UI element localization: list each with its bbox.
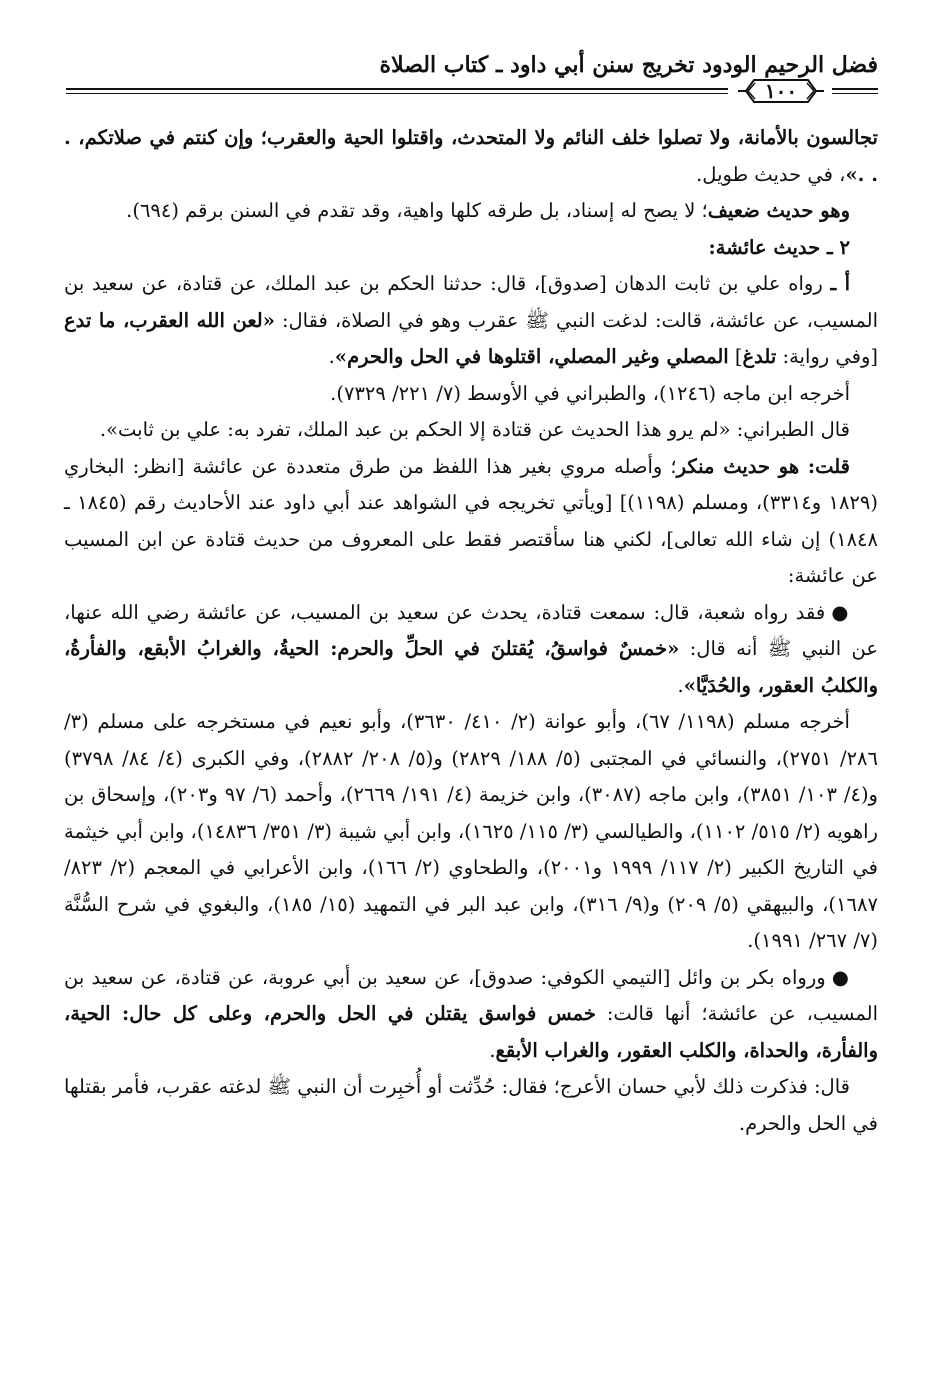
paragraph-text: ؛ لا يصح له إسناد، بل طرقه كلها واهية، وقد تقدم في السنن برقم (٦٩٤). bbox=[126, 199, 708, 222]
paragraph-text: فقد رواه شعبة، قال: سمعت قتادة، يحدث عن سعيد بن المسيب، عن عائشة رضي الله عنها، عن النبي ﷺ أنه قال: bbox=[64, 600, 878, 660]
paragraph-text: رواه علي بن ثابت الدهان [صدوق]، قال: حدثنا الحكم بن عبد الملك، عن قتادة، عن سعيد بن المسيب، عن عائشة، قالت: لدغت النبي ﷺ عقرب وهو في الصلاة، فقال: bbox=[64, 272, 878, 332]
page-number: ١٠٠ bbox=[764, 79, 798, 103]
paragraph: أخرجه ابن ماجه (١٢٤٦)، والطبراني في الأوسط (٧/ ٢٢١/ ٧٣٢٩). bbox=[330, 381, 850, 405]
paragraph-text: ] bbox=[728, 345, 743, 368]
item-label: أ ـ bbox=[830, 272, 851, 295]
bullet-icon: ● bbox=[831, 600, 851, 624]
header-rule bbox=[66, 88, 728, 90]
ruling: وهو حديث ضعيف bbox=[707, 199, 850, 222]
header-rule bbox=[66, 93, 728, 94]
paragraph bbox=[64, 595, 878, 705]
hadith-quote: تجالسون بالأمانة، ولا تصلوا خلف النائم ولا المتحدث، واقتلوا الحية والعقرب؛ وإن كنتم في صلاتكم، . . .» bbox=[64, 126, 878, 186]
paragraph bbox=[64, 449, 878, 595]
paragraph bbox=[64, 120, 878, 193]
paragraph-text: . bbox=[328, 345, 335, 368]
section-heading: ٢ ـ حديث عائشة: bbox=[708, 235, 850, 259]
hadith-quote: تلدغ bbox=[742, 345, 777, 368]
paragraph-text: ؛ وأصله مروي بغير هذا اللفظ من طرق متعددة عن عائشة [انظر: البخاري (١٨٢٩ و٣٣١٤)، ومسلم (١١٩٨)] [ويأتي تخريجه في الشواهد عند أبي داود عند الأحاديث رقم (١٨٤٥ ـ ١٨٤٨) إن شاء الله تعالى]، لكني هنا سأقتصر فقط على المعروف من حديث قتادة عن ابن المسيب عن عائشة: bbox=[64, 454, 878, 587]
ruling: قلت: هو حديث منكر bbox=[676, 454, 850, 478]
hadith-quote: «خمسٌ فواسقُ، يُقتلنَ في الحلِّ والحرم: الحيةُ، والغرابُ الأبقع، والفأرةُ، والكلبُ العقور، والحُدَيَّا» bbox=[64, 637, 878, 697]
page-number-ornament bbox=[736, 76, 826, 106]
bullet-icon: ● bbox=[831, 965, 850, 989]
paragraph bbox=[64, 193, 878, 230]
body-text bbox=[64, 120, 878, 1142]
header-rule bbox=[832, 88, 878, 90]
paragraph: قال: فذكرت ذلك لأبي حسان الأعرج؛ فقال: حُدِّثت أو أُخبِرت أن النبي ﷺ لدغته عقرب، فأمر بقتلها في الحل والحرم. bbox=[64, 1075, 878, 1135]
running-title: فضل الرحيم الودود تخريج سنن أبي داود ـ كتاب الصلاة bbox=[379, 52, 878, 78]
paragraph-text: [وفي رواية: bbox=[776, 345, 878, 368]
paragraph-text: ، في حديث طويل. bbox=[696, 162, 846, 186]
hadith-quote: المصلي وغير المصلي، اقتلوها في الحل والحرم» bbox=[334, 345, 729, 368]
hadith-quote: «لعن الله العقرب، ما تدع bbox=[64, 308, 275, 332]
paragraph-text: . bbox=[677, 673, 684, 697]
paragraph: أخرجه مسلم (١١٩٨/ ٦٧)، وأبو عوانة (٢/ ٤١٠/ ٣٦٣٠)، وأبو نعيم في مستخرجه على مسلم (٣/ ٢٨٦/ ٢٧٥١)، والنسائي في المجتبى (٥/ ١٨٨/ ٢٨٢٩) و(٥/ ٢٠٨/ ٢٨٨٢)، وفي الكبرى (٤/ ٨٤/ ٣٧٩٨) و(٤/ ١٠٣/ ٣٨٥١)، وابن ماجه (٣٠٨٧)، وابن خزيمة (٤/ ١٩١/ ٢٦٦٩)، وأحمد (٦/ ٩٧ و٢٠٣)، وإسحاق بن راهويه (٢/ ٥١٥/ ١١٠٢)، والطيالسي (٣/ ١١٥/ ١٦٢٥)، وابن أبي شيبة (٣/ ٣٥١/ ١٤٨٣٦)، وابن أبي خيثمة في التاريخ الكبير (٢/ ١١٧/ ١٩٩٩ و٢٠٠١)، والطحاوي (٢/ ١٦٦)، وابن الأعرابي في المعجم (٢/ ٨٢٣/ ١٦٨٧)، والبيهقي (٥/ ٢٠٩) و(٩/ ٣١٦)، وابن عبد البر في التمهيد (١٥/ ١٨٥)، والبغوي في شرح السُّنَّة (٧/ ٢٦٧/ ١٩٩١). bbox=[64, 710, 878, 952]
header-rule bbox=[832, 93, 878, 94]
paragraph bbox=[64, 266, 878, 376]
paragraph bbox=[64, 960, 878, 1070]
paragraph-text: . bbox=[489, 1038, 496, 1062]
paragraph-text: ورواه بكر بن وائل [التيمي الكوفي: صدوق]، عن سعيد بن أبي عروبة، عن قتادة، عن سعيد بن المسيب، عن عائشة؛ أنها قالت: bbox=[64, 965, 878, 1025]
paragraph: قال الطبراني: «لم يرو هذا الحديث عن قتادة إلا الحكم بن عبد الملك، تفرد به: علي بن ثابت». bbox=[99, 418, 850, 441]
hadith-quote: خمس فواسق يقتلن في الحل والحرم، وعلى كل حال: الحية، والفأرة، والحداة، والكلب العقور، والغراب الأبقع bbox=[64, 1002, 878, 1062]
